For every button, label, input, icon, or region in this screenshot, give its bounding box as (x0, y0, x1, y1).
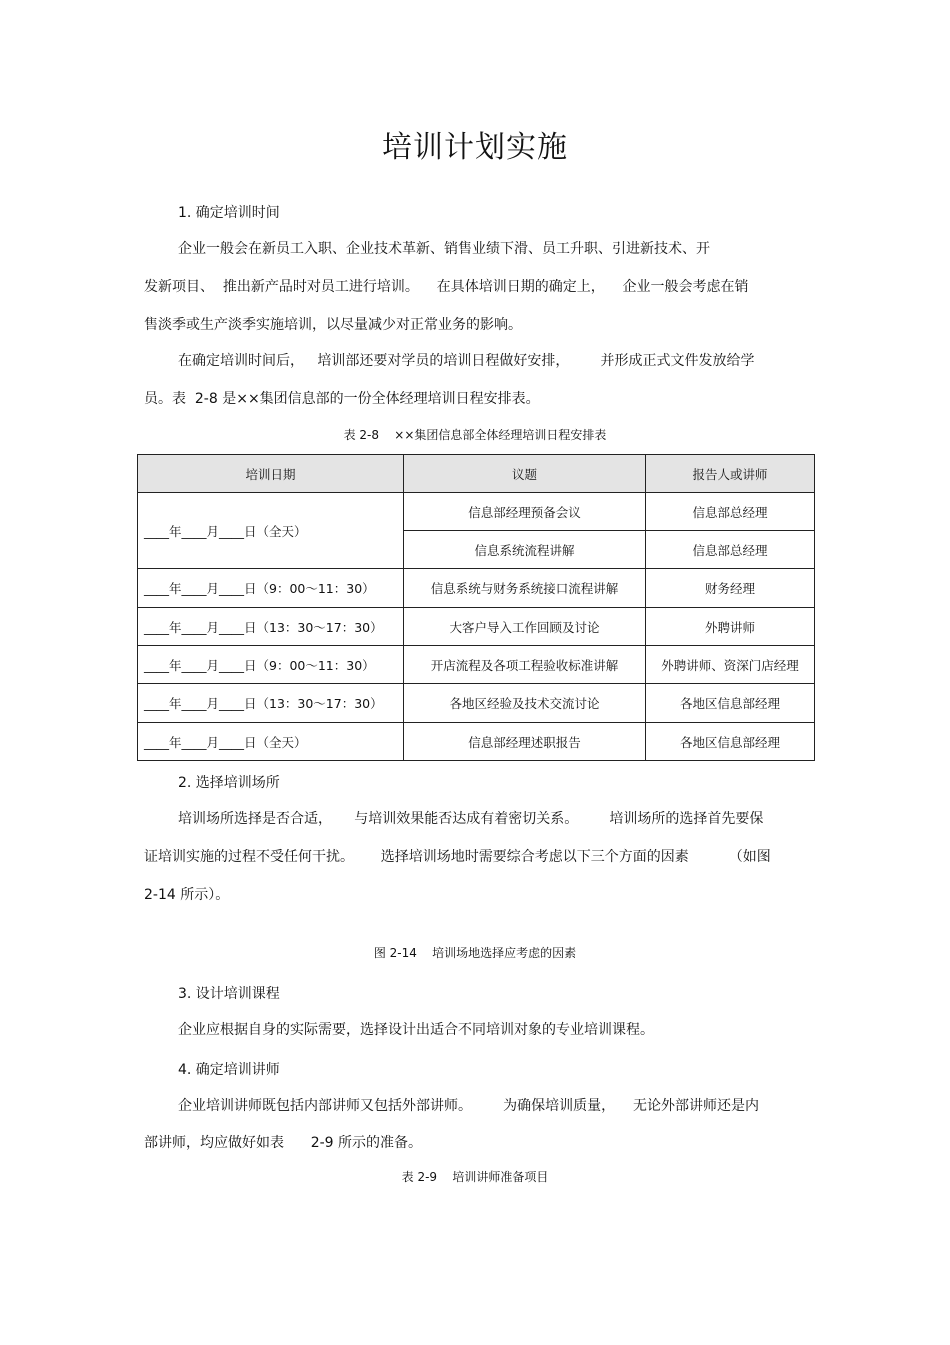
section-4-heading: 4. 确定培训讲师 (178, 1062, 280, 1078)
section-1-para-2-line-2: 员。表 2-8 是××集团信息部的一份全体经理培训日程安排表。 (144, 391, 540, 407)
header-speaker: 报告人或讲师 (646, 455, 815, 493)
topic-cell: 信息部经理述职报告 (404, 723, 646, 761)
section-3-heading: 3. 设计培训课程 (178, 986, 280, 1002)
table-row (138, 569, 815, 608)
table-2-9-caption: 表 2-9 培训讲师准备项目 (401, 1170, 549, 1184)
speaker-cell: 外聘讲师、资深门店经理 (646, 646, 815, 684)
speaker-cell: 外聘讲师 (646, 608, 815, 646)
page-title: 培训计划实施 (382, 130, 568, 165)
section-1-para-1-line-3: 售淡季或生产淡季实施培训，以尽量减少对正常业务的影响。 (144, 317, 522, 333)
topic-cell: 信息部经理预备会议 (404, 493, 646, 531)
date-cell: ____年____月____日（13：30～17：30） (138, 684, 404, 723)
speaker-cell: 各地区信息部经理 (646, 723, 815, 761)
topic-cell: 大客户导入工作回顾及讨论 (404, 608, 646, 646)
section-2-para-line-2: 证培训实施的过程不受任何干扰。 选择培训场地时需要综合考虑以下三个方面的因素 （如图 (144, 849, 771, 865)
table-row (138, 493, 815, 531)
section-4-para-line-2: 部讲师，均应做好如表 2-9 所示的准备。 (144, 1135, 423, 1151)
table-row (138, 646, 815, 684)
section-4-para-line-1: 企业培训讲师既包括内部讲师又包括外部讲师。 为确保培训质量， 无论外部讲师还是内 (178, 1098, 759, 1114)
speaker-cell: 财务经理 (646, 569, 815, 608)
table-row (138, 684, 815, 723)
section-2-para-line-1: 培训场所选择是否合适， 与培训效果能否达成有着密切关系。 培训场所的选择首先要保 (178, 811, 764, 827)
topic-cell: 信息系统与财务系统接口流程讲解 (404, 569, 646, 608)
date-cell: ____年____月____日（13：30～17：30） (138, 608, 404, 646)
training-schedule-table (137, 454, 815, 761)
header-topic: 议题 (404, 455, 646, 493)
section-1-heading: 1. 确定培训时间 (178, 205, 280, 221)
section-1-para-1-line-1: 企业一般会在新员工入职、企业技术革新、销售业绩下滑、员工升职、引进新技术、开 (178, 241, 710, 257)
date-cell: ____年____月____日（9：00～11：30） (138, 569, 404, 608)
table-row (138, 723, 815, 761)
section-2-heading: 2. 选择培训场所 (178, 775, 280, 791)
table-header-row (138, 455, 815, 493)
date-cell: ____年____月____日（9：00～11：30） (138, 646, 404, 684)
topic-cell: 开店流程及各项工程验收标准讲解 (404, 646, 646, 684)
section-3-para-line-1: 企业应根据自身的实际需要，选择设计出适合不同培训对象的专业培训课程。 (178, 1022, 654, 1038)
topic-cell: 各地区经验及技术交流讨论 (404, 684, 646, 723)
date-cell: ____年____月____日（全天） (138, 723, 404, 761)
table-2-8-caption: 表 2-8 ××集团信息部全体经理培训日程安排表 (343, 428, 607, 442)
section-1-para-1-line-2: 发新项目、 推出新产品时对员工进行培训。 在具体培训日期的确定上， 企业一般会考虑在销 (144, 279, 749, 295)
topic-cell: 信息系统流程讲解 (404, 531, 646, 569)
speaker-cell: 信息部总经理 (646, 493, 815, 531)
date-cell: ____年____月____日（全天） (138, 493, 404, 569)
header-training-date: 培训日期 (138, 455, 404, 493)
figure-2-14-caption: 图 2-14 培训场地选择应考虑的因素 (373, 946, 577, 960)
speaker-cell: 信息部总经理 (646, 531, 815, 569)
section-2-para-line-3: 2-14 所示）。 (144, 887, 230, 903)
speaker-cell: 各地区信息部经理 (646, 684, 815, 723)
section-1-para-2-line-1: 在确定培训时间后， 培训部还要对学员的培训日程做好安排， 并形成正式文件发放给学 (178, 353, 755, 369)
table-row (138, 608, 815, 646)
